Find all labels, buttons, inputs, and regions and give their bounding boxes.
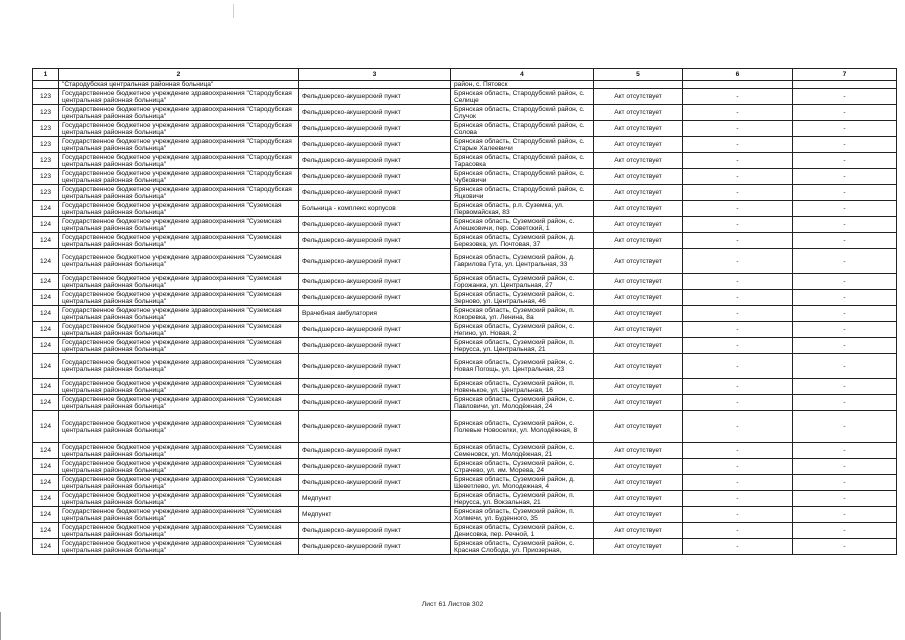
column-6-cell: - <box>683 274 793 290</box>
table-row <box>33 539 897 555</box>
column-7-cell: - <box>793 105 897 121</box>
table-row <box>33 81 897 89</box>
column-6-cell: - <box>683 121 793 137</box>
row-number-cell: 124 <box>33 411 59 443</box>
column-7-cell: - <box>793 459 897 475</box>
scan-artifact-line <box>0 612 1 640</box>
column-7-cell: - <box>793 185 897 201</box>
column-header: 4 <box>451 69 594 81</box>
organization-cell: Государственное бюджетное учреждение здравоохранения "Суземская центральная районная больница" <box>59 395 299 411</box>
row-number-cell: 124 <box>33 201 59 217</box>
column-7-cell: - <box>793 354 897 379</box>
table-row <box>33 137 897 153</box>
column-7-cell: - <box>793 395 897 411</box>
table-row <box>33 491 897 507</box>
column-7-cell: - <box>793 89 897 105</box>
column-6-cell: - <box>683 523 793 539</box>
table-row <box>33 475 897 491</box>
facility-type-cell: Фельдшерско-акушерский пункт <box>299 395 451 411</box>
column-6-cell: - <box>683 169 793 185</box>
register-table <box>32 68 897 555</box>
address-cell: Брянская область, Суземский район, п. Холмечи, ул. Буденного, 35 <box>451 507 594 523</box>
table-header-row <box>33 69 897 81</box>
organization-cell: Государственное бюджетное учреждение здравоохранения "Стародубская центральная районная больница" <box>59 169 299 185</box>
table-row <box>33 290 897 306</box>
column-6-cell: - <box>683 306 793 322</box>
act-status-cell: Акт отсутствует <box>594 137 683 153</box>
facility-type-cell: Фельдшерско-акушерский пункт <box>299 105 451 121</box>
organization-cell: Государственное бюджетное учреждение здравоохранения "Суземская центральная районная больница" <box>59 249 299 274</box>
act-status-cell: Акт отсутствует <box>594 249 683 274</box>
act-status-cell: Акт отсутствует <box>594 354 683 379</box>
organization-cell: Государственное бюджетное учреждение здравоохранения "Суземская центральная районная больница" <box>59 322 299 338</box>
facility-type-cell: Фельдшерско-акушерский пункт <box>299 379 451 395</box>
column-7-cell: - <box>793 233 897 249</box>
organization-cell: Государственное бюджетное учреждение здравоохранения "Суземская центральная районная больница" <box>59 411 299 443</box>
organization-cell: Государственное бюджетное учреждение здравоохранения "Суземская центральная районная больница" <box>59 201 299 217</box>
act-status-cell: Акт отсутствует <box>594 395 683 411</box>
act-status-cell <box>594 81 683 89</box>
organization-cell: Государственное бюджетное учреждение здравоохранения "Стародубская центральная районная больница" <box>59 105 299 121</box>
column-6-cell: - <box>683 395 793 411</box>
address-cell: Брянская область, р.п. Суземка, ул. Первомайская, 83 <box>451 201 594 217</box>
scan-artifact-line <box>233 4 234 18</box>
address-cell: Брянская область, Суземский район, с. Полевые Новоселки, ул. Молодёжная, 8 <box>451 411 594 443</box>
column-6-cell: - <box>683 105 793 121</box>
row-number-cell: 124 <box>33 459 59 475</box>
table-row <box>33 121 897 137</box>
table-row <box>33 395 897 411</box>
organization-cell: Государственное бюджетное учреждение здравоохранения "Суземская центральная районная больница" <box>59 507 299 523</box>
table-row <box>33 507 897 523</box>
table-row <box>33 274 897 290</box>
organization-cell: Государственное бюджетное учреждение здравоохранения "Стародубская центральная районная больница" <box>59 137 299 153</box>
column-6-cell: - <box>683 201 793 217</box>
address-cell: Брянская область, Стародубский район, с. Старые Халеевичи <box>451 137 594 153</box>
table-row <box>33 379 897 395</box>
column-6-cell: - <box>683 153 793 169</box>
column-7-cell: - <box>793 411 897 443</box>
facility-type-cell: Медпункт <box>299 491 451 507</box>
row-number-cell: 124 <box>33 507 59 523</box>
row-number-cell: 124 <box>33 475 59 491</box>
organization-cell: "Стародубская центральная районная больница" <box>59 81 299 89</box>
address-cell: Брянская область, Суземский район, с. Павловичи, ул. Молодёжная, 24 <box>451 395 594 411</box>
organization-cell: Государственное бюджетное учреждение здравоохранения "Суземская центральная районная больница" <box>59 491 299 507</box>
address-cell: Брянская область, Суземский район, с. Негино, ул. Новая, 2 <box>451 322 594 338</box>
column-header: 1 <box>33 69 59 81</box>
facility-type-cell: Фельдшерско-акушерский пункт <box>299 169 451 185</box>
act-status-cell: Акт отсутствует <box>594 507 683 523</box>
column-7-cell: - <box>793 306 897 322</box>
organization-cell: Государственное бюджетное учреждение здравоохранения "Суземская центральная районная больница" <box>59 233 299 249</box>
facility-type-cell: Фельдшерско-акушерский пункт <box>299 354 451 379</box>
facility-type-cell: Фельдшерско-акушерский пункт <box>299 475 451 491</box>
organization-cell: Государственное бюджетное учреждение здравоохранения "Суземская центральная районная больница" <box>59 274 299 290</box>
act-status-cell: Акт отсутствует <box>594 443 683 459</box>
table-row <box>33 249 897 274</box>
facility-type-cell: Фельдшерско-акушерский пункт <box>299 233 451 249</box>
organization-cell: Государственное бюджетное учреждение здравоохранения "Суземская центральная районная больница" <box>59 217 299 233</box>
address-cell: Брянская область, Суземский район, с. Красная Слобода, ул. Приозерная, <box>451 539 594 555</box>
facility-type-cell: Фельдшерско-акушерский пункт <box>299 523 451 539</box>
facility-type-cell: Больница - комплекс корпусов <box>299 201 451 217</box>
column-header: 3 <box>299 69 451 81</box>
table-row <box>33 354 897 379</box>
address-cell: Брянская область, Суземский район, с. Горожанка, ул. Центральная, 27 <box>451 274 594 290</box>
column-header: 7 <box>793 69 897 81</box>
address-cell: Брянская область, Суземский район, п. Кокоревка, ул. Ленина, 8а <box>451 306 594 322</box>
column-7-cell: - <box>793 169 897 185</box>
row-number-cell: 124 <box>33 217 59 233</box>
address-cell: Брянская область, Стародубский район, с. Чубковичи <box>451 169 594 185</box>
column-6-cell: - <box>683 459 793 475</box>
act-status-cell: Акт отсутствует <box>594 153 683 169</box>
address-cell: Брянская область, Суземский район, п. Нерусса, ул. Центральная, 21 <box>451 338 594 354</box>
column-7-cell: - <box>793 523 897 539</box>
column-7-cell: - <box>793 217 897 233</box>
table-row <box>33 338 897 354</box>
facility-type-cell <box>299 81 451 89</box>
facility-type-cell: Фельдшерско-акушерский пункт <box>299 121 451 137</box>
table-row <box>33 89 897 105</box>
column-7-cell: - <box>793 121 897 137</box>
act-status-cell: Акт отсутствует <box>594 379 683 395</box>
organization-cell: Государственное бюджетное учреждение здравоохранения "Суземская центральная районная больница" <box>59 306 299 322</box>
column-header: 5 <box>594 69 683 81</box>
column-6-cell: - <box>683 137 793 153</box>
address-cell: Брянская область, Суземский район, с. Алешковичи, пер. Советский, 1 <box>451 217 594 233</box>
table-row <box>33 217 897 233</box>
organization-cell: Государственное бюджетное учреждение здравоохранения "Стародубская центральная районная больница" <box>59 121 299 137</box>
column-6-cell: - <box>683 354 793 379</box>
address-cell: Брянская область, Стародубский район, с. Тарасовка <box>451 153 594 169</box>
act-status-cell: Акт отсутствует <box>594 121 683 137</box>
act-status-cell: Акт отсутствует <box>594 322 683 338</box>
column-7-cell: - <box>793 379 897 395</box>
address-cell: Брянская область, Суземский район, д. Шеветлево, ул. Молодежная, 4 <box>451 475 594 491</box>
facility-type-cell: Фельдшерско-акушерский пункт <box>299 137 451 153</box>
address-cell: Брянская область, Стародубский район, с. Случок <box>451 105 594 121</box>
facility-type-cell: Фельдшерско-акушерский пункт <box>299 249 451 274</box>
table-row <box>33 233 897 249</box>
address-cell: Брянская область, Стародубский район, с. Селище <box>451 89 594 105</box>
page-footer-label: Лист 61 Листов 302 <box>421 601 484 608</box>
row-number-cell: 123 <box>33 169 59 185</box>
table-row <box>33 443 897 459</box>
organization-cell: Государственное бюджетное учреждение здравоохранения "Суземская центральная районная больница" <box>59 379 299 395</box>
facility-type-cell: Фельдшерско-акушерский пункт <box>299 539 451 555</box>
row-number-cell: 123 <box>33 105 59 121</box>
column-6-cell: - <box>683 185 793 201</box>
row-number-cell <box>33 81 59 89</box>
column-6-cell: - <box>683 379 793 395</box>
organization-cell: Государственное бюджетное учреждение здравоохранения "Суземская центральная районная больница" <box>59 459 299 475</box>
column-6-cell: - <box>683 249 793 274</box>
facility-type-cell: Фельдшерско-акушерский пункт <box>299 217 451 233</box>
column-7-cell: - <box>793 153 897 169</box>
table-row <box>33 523 897 539</box>
row-number-cell: 123 <box>33 121 59 137</box>
table-row <box>33 105 897 121</box>
facility-type-cell: Фельдшерско-акушерский пункт <box>299 185 451 201</box>
column-7-cell: - <box>793 443 897 459</box>
column-7-cell: - <box>793 539 897 555</box>
column-6-cell: - <box>683 475 793 491</box>
facility-type-cell: Врачебная амбулатория <box>299 306 451 322</box>
address-cell: Брянская область, Суземский район, д. Березовка, ул. Почтовая, 37 <box>451 233 594 249</box>
facility-type-cell: Фельдшерско-акушерский пункт <box>299 443 451 459</box>
column-header: 2 <box>59 69 299 81</box>
row-number-cell: 123 <box>33 185 59 201</box>
column-7-cell: - <box>793 249 897 274</box>
facility-type-cell: Фельдшерско-акушерский пункт <box>299 338 451 354</box>
facility-type-cell: Фельдшерско-акушерский пункт <box>299 153 451 169</box>
column-7-cell: - <box>793 507 897 523</box>
table-row <box>33 201 897 217</box>
row-number-cell: 124 <box>33 274 59 290</box>
column-7-cell: - <box>793 201 897 217</box>
column-7-cell: - <box>793 475 897 491</box>
organization-cell: Государственное бюджетное учреждение здравоохранения "Стародубская центральная районная больница" <box>59 153 299 169</box>
organization-cell: Государственное бюджетное учреждение здравоохранения "Стародубская центральная районная больница" <box>59 185 299 201</box>
column-7-cell: - <box>793 274 897 290</box>
act-status-cell: Акт отсутствует <box>594 201 683 217</box>
organization-cell: Государственное бюджетное учреждение здравоохранения "Суземская центральная районная больница" <box>59 443 299 459</box>
column-7-cell: - <box>793 491 897 507</box>
column-7-cell: - <box>793 137 897 153</box>
column-7-cell: - <box>793 338 897 354</box>
row-number-cell: 124 <box>33 539 59 555</box>
act-status-cell: Акт отсутствует <box>594 290 683 306</box>
act-status-cell: Акт отсутствует <box>594 169 683 185</box>
act-status-cell: Акт отсутствует <box>594 105 683 121</box>
row-number-cell: 123 <box>33 137 59 153</box>
column-6-cell: - <box>683 491 793 507</box>
address-cell: Брянская область, Суземский район, с. Зерново, ул. Центральная, 46 <box>451 290 594 306</box>
column-7-cell: - <box>793 290 897 306</box>
column-6-cell: - <box>683 443 793 459</box>
act-status-cell: Акт отсутствует <box>594 491 683 507</box>
column-6-cell: - <box>683 411 793 443</box>
act-status-cell: Акт отсутствует <box>594 185 683 201</box>
address-cell: Брянская область, Суземский район, с. Денисовка, пер. Речной, 1 <box>451 523 594 539</box>
address-cell: район, с. Пятовск <box>451 81 594 89</box>
address-cell: Брянская область, Суземский район, п. Нерусса, ул. Вокзальная, 21 <box>451 491 594 507</box>
act-status-cell: Акт отсутствует <box>594 475 683 491</box>
table-row <box>33 459 897 475</box>
table-row <box>33 169 897 185</box>
organization-cell: Государственное бюджетное учреждение здравоохранения "Суземская центральная районная больница" <box>59 338 299 354</box>
column-7-cell: - <box>793 322 897 338</box>
row-number-cell: 123 <box>33 153 59 169</box>
organization-cell: Государственное бюджетное учреждение здравоохранения "Стародубская центральная районная больница" <box>59 89 299 105</box>
column-6-cell: - <box>683 322 793 338</box>
address-cell: Брянская область, Суземский район, с. Семеновск, ул. Молодёжная, 21 <box>451 443 594 459</box>
row-number-cell: 124 <box>33 523 59 539</box>
organization-cell: Государственное бюджетное учреждение здравоохранения "Суземская центральная районная больница" <box>59 354 299 379</box>
act-status-cell: Акт отсутствует <box>594 306 683 322</box>
column-header: 6 <box>683 69 793 81</box>
act-status-cell: Акт отсутствует <box>594 539 683 555</box>
table-row <box>33 185 897 201</box>
act-status-cell: Акт отсутствует <box>594 89 683 105</box>
column-6-cell <box>683 81 793 89</box>
facility-type-cell: Медпункт <box>299 507 451 523</box>
row-number-cell: 123 <box>33 89 59 105</box>
facility-type-cell: Фельдшерско-акушерский пункт <box>299 274 451 290</box>
row-number-cell: 124 <box>33 491 59 507</box>
organization-cell: Государственное бюджетное учреждение здравоохранения "Суземская центральная районная больница" <box>59 539 299 555</box>
act-status-cell: Акт отсутствует <box>594 217 683 233</box>
organization-cell: Государственное бюджетное учреждение здравоохранения "Суземская центральная районная больница" <box>59 475 299 491</box>
address-cell: Брянская область, Суземский район, п. Новенькое, ул. Центральная, 16 <box>451 379 594 395</box>
row-number-cell: 124 <box>33 338 59 354</box>
address-cell: Брянская область, Суземский район, с. Новая Погощь, ул. Центральная, 23 <box>451 354 594 379</box>
act-status-cell: Акт отсутствует <box>594 233 683 249</box>
column-6-cell: - <box>683 539 793 555</box>
table-row <box>33 322 897 338</box>
column-6-cell: - <box>683 507 793 523</box>
row-number-cell: 124 <box>33 290 59 306</box>
column-7-cell <box>793 81 897 89</box>
row-number-cell: 124 <box>33 443 59 459</box>
row-number-cell: 124 <box>33 233 59 249</box>
column-6-cell: - <box>683 290 793 306</box>
address-cell: Брянская область, Стародубский район, с. Яцковичи <box>451 185 594 201</box>
table-body <box>33 81 897 555</box>
organization-cell: Государственное бюджетное учреждение здравоохранения "Суземская центральная районная больница" <box>59 290 299 306</box>
table-row <box>33 411 897 443</box>
act-status-cell: Акт отсутствует <box>594 459 683 475</box>
row-number-cell: 124 <box>33 354 59 379</box>
row-number-cell: 124 <box>33 395 59 411</box>
column-6-cell: - <box>683 338 793 354</box>
column-6-cell: - <box>683 233 793 249</box>
row-number-cell: 124 <box>33 322 59 338</box>
table-row <box>33 153 897 169</box>
table-row <box>33 306 897 322</box>
row-number-cell: 124 <box>33 306 59 322</box>
act-status-cell: Акт отсутствует <box>594 523 683 539</box>
act-status-cell: Акт отсутствует <box>594 338 683 354</box>
facility-type-cell: Фельдшерско-акушерский пункт <box>299 322 451 338</box>
row-number-cell: 124 <box>33 379 59 395</box>
address-cell: Брянская область, Суземский район, с. Страчево, ул. им. Морева, 24 <box>451 459 594 475</box>
facility-type-cell: Фельдшерско-акушерский пункт <box>299 290 451 306</box>
organization-cell: Государственное бюджетное учреждение здравоохранения "Суземская центральная районная больница" <box>59 523 299 539</box>
act-status-cell: Акт отсутствует <box>594 274 683 290</box>
address-cell: Брянская область, Суземский район, д. Гаврилова Гута, ул. Центральная, 33 <box>451 249 594 274</box>
column-6-cell: - <box>683 217 793 233</box>
facility-type-cell: Фельдшерско-акушерский пункт <box>299 89 451 105</box>
facility-type-cell: Фельдшерско-акушерский пункт <box>299 411 451 443</box>
address-cell: Брянская область, Стародубский район, с. Солова <box>451 121 594 137</box>
act-status-cell: Акт отсутствует <box>594 411 683 443</box>
column-6-cell: - <box>683 89 793 105</box>
facility-type-cell: Фельдшерско-акушерский пункт <box>299 459 451 475</box>
row-number-cell: 124 <box>33 249 59 274</box>
